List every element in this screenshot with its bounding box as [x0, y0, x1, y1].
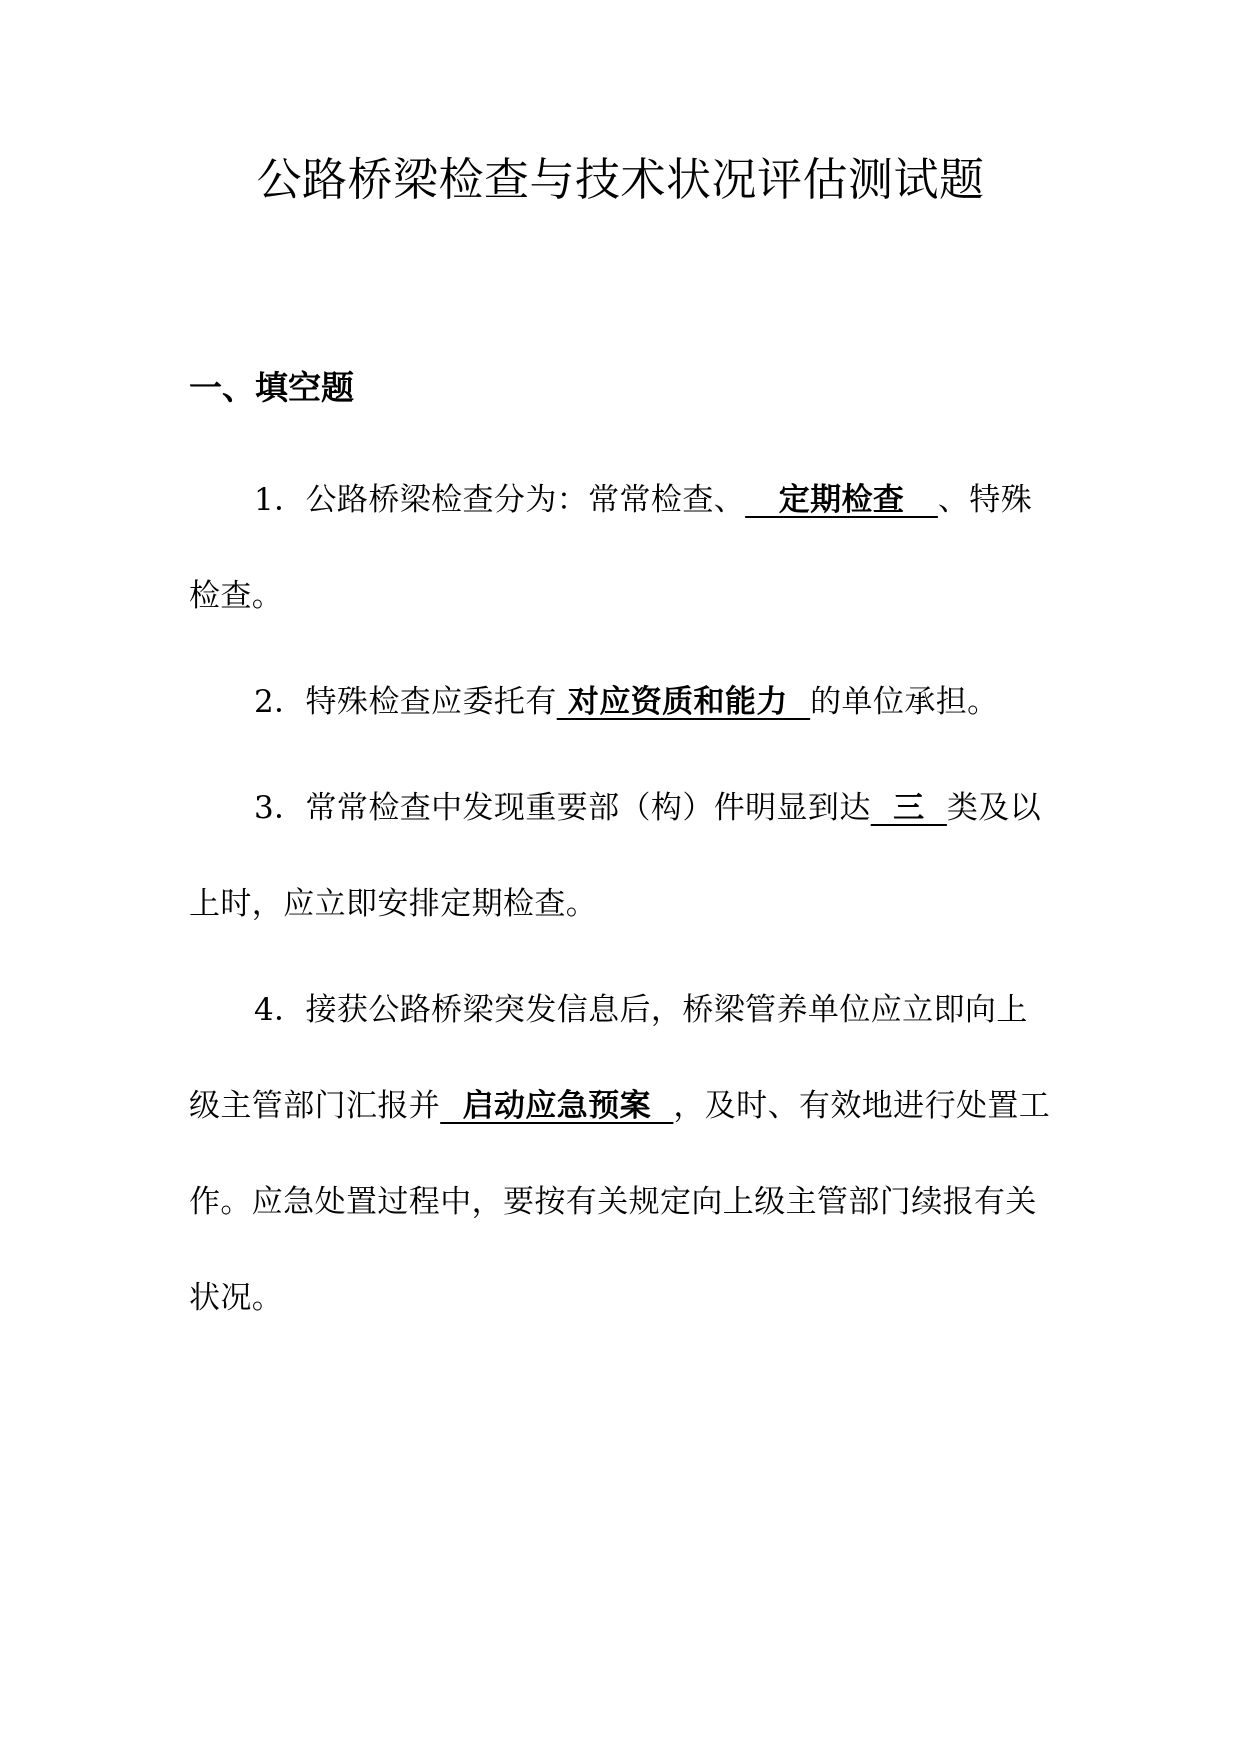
question-4-text-before: 4．接获公路桥梁突发信息后，桥梁管养单位应立即向上级主管部门汇报并 — [189, 992, 1028, 1124]
question-3 — [189, 760, 1059, 952]
question-2-text-after: 的单位承担。 — [810, 684, 999, 720]
question-1 — [189, 452, 1059, 644]
question-3-text-before: 3．常常检查中发现重要部（构）件明显到达 — [254, 790, 871, 826]
question-2-answer: 对应资质和能力 — [556, 684, 811, 720]
question-2-text-before: 2．特殊检查应委托有 — [254, 684, 557, 720]
question-2 — [189, 654, 1059, 750]
document-title: 公路桥梁检查与技术状况评估测试题 — [256, 153, 985, 206]
question-1-answer: 定期检查 — [745, 482, 938, 518]
question-4 — [189, 962, 1059, 1346]
question-3-text-after: 类及以上时，应立即安排定期检查。 — [189, 790, 1042, 922]
question-1-text-before: 1．公路桥梁检查分为：常常检查、 — [254, 482, 746, 518]
question-1-text-after: 、特殊检查。 — [189, 482, 1033, 614]
question-4-answer: 启动应急预案 — [440, 1088, 674, 1124]
section-heading: 一、填空题 — [189, 368, 354, 407]
question-4-text-after: ，及时、有效地进行处置工作。应急处置过程中，要按有关规定向上级主管部门续报有关状况。 — [189, 1088, 1051, 1316]
question-3-answer: 三 — [870, 790, 947, 826]
